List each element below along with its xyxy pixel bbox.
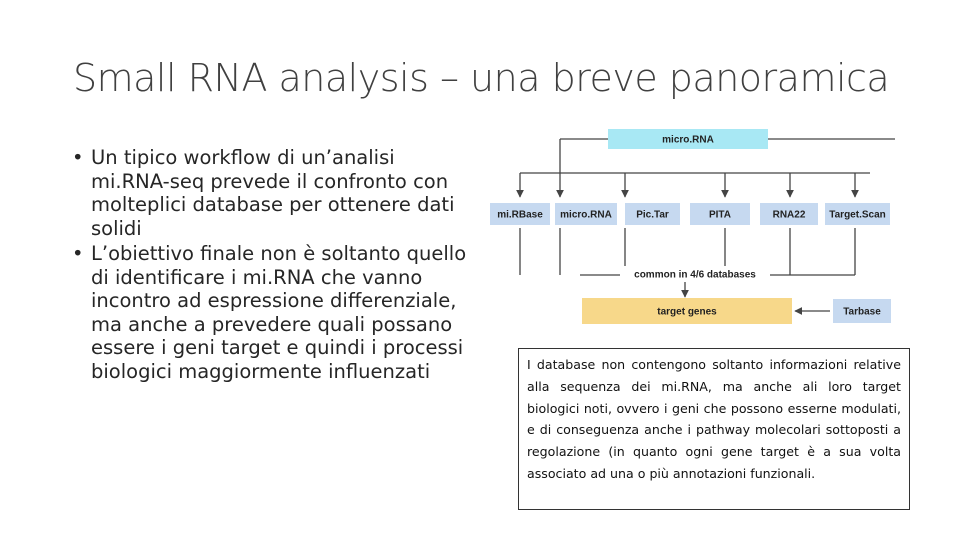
bullet-icon: • [72,146,84,169]
db-label: RNA22 [772,209,806,221]
db-label: mi.RBase [497,209,543,221]
db-label: Pic.Tar [636,209,669,221]
bullet-text: Un tipico workflow di un’analisi mi.RNA-seq prevede il confronto con molteplici database per ottenere dati solidi [91,146,455,240]
target-genes-label: target genes [657,306,717,318]
workflow-svg [485,125,895,330]
explanation-note-box [518,348,910,510]
db-label: micro.RNA [560,209,612,221]
bullet-list [70,146,470,385]
bullet-text: L’obiettivo finale non è soltanto quello di identificare i mi.RNA che vanno incontro ad espressione differenziale, ma anche a prevedere quali possano essere i geni target e quindi i processi biologici maggiormente influenzati [91,242,467,383]
bullet-item [70,242,470,383]
bullet-item [70,146,470,240]
common-databases-label: common in 4/6 databases [634,269,756,281]
database-workflow-diagram [485,125,895,330]
slide-title: Small RNA analysis – una breve panoramica [73,56,890,100]
explanation-note-text: I database non contengono soltanto informazioni relative alla sequenza dei mi.RNA, ma anche ali loro target biologici noti, ovvero i geni che possono esserne modulati, e di conseguenza anche i pathway molecolari sottoposti a regolazione (in quanto ogni gene target è a sua volta associato ad una o più annotazioni funzionali. [527,357,901,481]
db-label: PITA [708,209,732,221]
tarbase-label: Tarbase [843,306,881,318]
microrna-top-label: micro.RNA [662,134,714,146]
db-label: Target.Scan [829,209,886,221]
bullet-icon: • [72,242,84,265]
